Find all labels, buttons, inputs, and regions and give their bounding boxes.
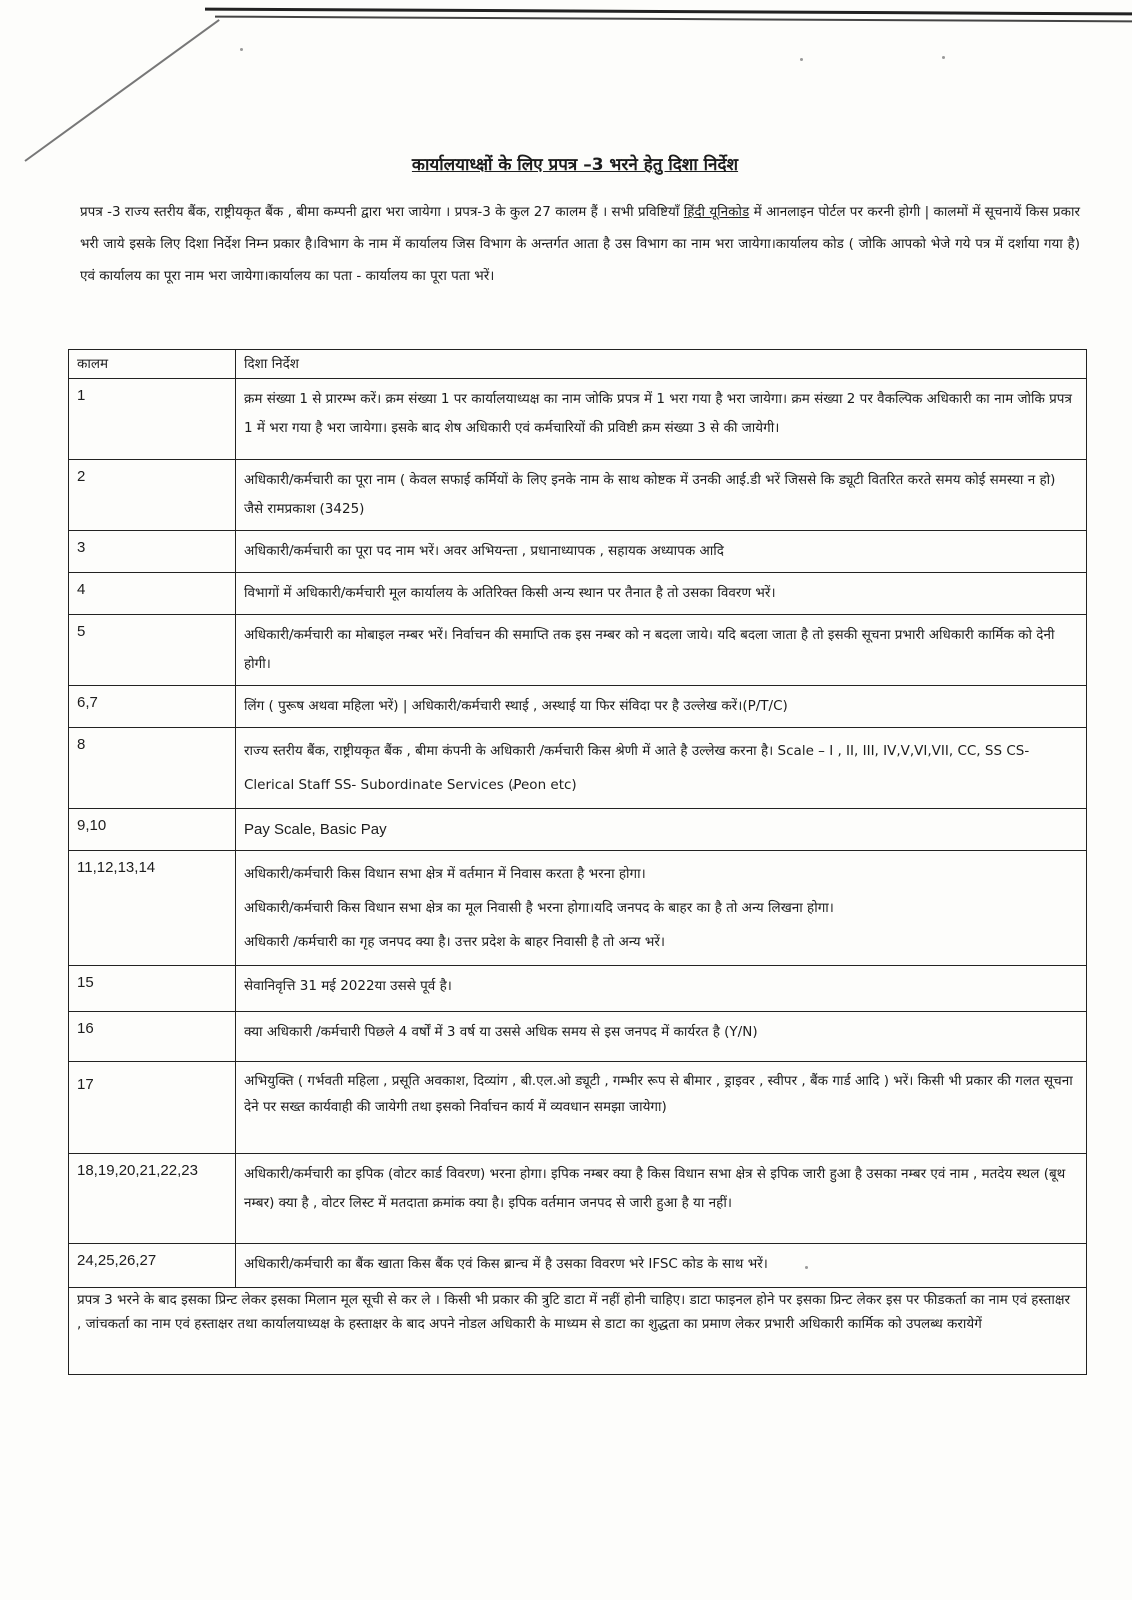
table-row <box>69 531 1087 573</box>
page-title: कार्यालयाध्क्षों के लिए प्रपत्र –3 भरने हेतु दिशा निर्देश <box>411 155 739 175</box>
guideline-text: लिंग ( पुरूष अथवा महिला भरें) | अधिकारी/कर्मचारी स्थाई , अस्थाई या फिर संविदा पर है उल्लेख करें।(P/T/C) <box>236 686 1087 728</box>
header-guideline: दिशा निर्देश <box>236 350 1087 379</box>
table-header-row <box>69 350 1087 379</box>
column-number: 17 <box>69 1062 236 1154</box>
table-row <box>69 573 1087 615</box>
column-number: 15 <box>69 966 236 1012</box>
column-number: 24,25,26,27 <box>69 1244 236 1288</box>
table-row <box>69 615 1087 686</box>
column-number: 9,10 <box>69 809 236 851</box>
table-row <box>69 1012 1087 1062</box>
guideline-line: अधिकारी/कर्मचारी किस विधान सभा क्षेत्र में वर्तमान में निवास करता है भरना होगा। <box>244 866 646 882</box>
column-number: 2 <box>69 460 236 531</box>
guideline-text: अभियुक्ति ( गर्भवती महिला , प्रसूति अवकाश, दिव्यांग , बी.एल.ओ ड्यूटी , गम्भीर रूप से बीमार , ड्राइवर , स्वीपर , बैंक गार्ड आदि ) भरें। किसी भी प्रकार की गलत सूचना देने पर सख्त कार्यवाही की जायेगी तथा इसको निर्वाचन कार्य में व्यवधान समझा जायेगा) <box>236 1062 1087 1154</box>
header-column: कालम <box>69 350 236 379</box>
guideline-text: अधिकारी/कर्मचारी का मोबाइल नम्बर भरें। निर्वाचन की समाप्ति तक इस नम्बर को न बदला जाये। यदि बदला जाता है तो इसकी सूचना प्रभारी अधिकारी कार्मिक को देनी होगी। <box>236 615 1087 686</box>
table-row <box>69 1062 1087 1154</box>
guideline-text: अधिकारी/कर्मचारी का बैंक खाता किस बैंक एवं किस ब्रान्च में है उसका विवरण भरे IFSC कोड के साथ भरें। <box>236 1244 1087 1288</box>
guideline-line: अधिकारी/कर्मचारी किस विधान सभा क्षेत्र का मूल निवासी है भरना होगा।यदि जनपद के बाहर का है तो अन्य लिखना होगा। <box>244 900 834 916</box>
column-number: 1 <box>69 379 236 460</box>
guideline-line: अधिकारी /कर्मचारी का गृह जनपद क्या है। उत्तर प्रदेश के बाहर निवासी है तो अन्य भरें। <box>244 934 666 950</box>
scan-edge-line <box>205 8 1132 16</box>
table-row <box>69 1154 1087 1244</box>
column-number: 18,19,20,21,22,23 <box>69 1154 236 1244</box>
column-number: 16 <box>69 1012 236 1062</box>
guideline-text: सेवानिवृत्ति 31 मई 2022या उससे पूर्व है। <box>236 966 1087 1012</box>
guideline-text: क्रम संख्या 1 से प्रारम्भ करें। क्रम संख्या 1 पर कार्यालयाध्यक्ष का नाम जोकि प्रपत्र में 1 भरा गया है भरा जायेगा। क्रम संख्या 2 पर वैकल्पिक अधिकारी का नाम जोकि प्रपत्र 1 में भरा गया है भरा जायेगा। इसके बाद शेष अधिकारी एवं कर्मचारियों की प्रविष्टी क्रम संख्या 3 से की जायेगी। <box>236 379 1087 460</box>
column-number: 11,12,13,14 <box>69 851 236 966</box>
table-row <box>69 809 1087 851</box>
intro-paragraph <box>80 196 1080 292</box>
guidelines-table <box>68 349 1087 1288</box>
footer-note: प्रपत्र 3 भरने के बाद इसका प्रिन्ट लेकर इसका मिलान मूल सूची से कर ले । किसी भी प्रकार की त्रुटि डाटा में नहीं होनी चाहिए। डाटा फाइनल होने पर इसका प्रिन्ट लेकर इस पर फीडकर्ता का नाम एवं हस्ताक्षर , जांचकर्ता का नाम एवं हस्ताक्षर तथा कार्यालयाध्यक्ष के हस्ताक्षर के बाद अपने नोडल अधिकारी के माध्यम से डाटा का शुद्धता का प्रमाण लेकर प्रभारी अधिकारी कार्मिक को उपलब्ध करायेगें <box>68 1252 1087 1375</box>
guideline-text: अधिकारी/कर्मचारी का पूरा पद नाम भरें। अवर अभियन्ता , प्रधानाध्यापक , सहायक अध्यापक आदि <box>236 531 1087 573</box>
scan-fold-line <box>24 19 219 162</box>
scan-speck <box>942 56 945 59</box>
scan-speck <box>800 58 803 61</box>
table-row <box>69 686 1087 728</box>
guideline-text: क्या अधिकारी /कर्मचारी पिछले 4 वर्षों में 3 वर्ष या उससे अधिक समय से इस जनपद में कार्यरत है (Y/N) <box>236 1012 1087 1062</box>
column-number: 3 <box>69 531 236 573</box>
guideline-text: अधिकारी/कर्मचारी का पूरा नाम ( केवल सफाई कर्मियों के लिए इनके नाम के साथ कोष्टक में उनकी आई.डी भरें जिससे कि ड्यूटी वितरित करते समय कोई समस्या न हो) जैसे रामप्रकाश (3425) <box>236 460 1087 531</box>
column-number: 8 <box>69 728 236 809</box>
table-row <box>69 966 1087 1012</box>
guideline-text-group <box>236 851 1087 966</box>
table-row <box>69 728 1087 809</box>
table-row <box>69 379 1087 460</box>
table-row <box>69 851 1087 966</box>
scan-edge-line <box>215 16 1132 23</box>
intro-text-1: प्रपत्र -3 राज्य स्तरीय बैंक, राष्ट्रीयकृत बैंक , बीमा कम्पनी द्वारा भरा जायेगा । प्रपत्र-3 के कुल 27 कालम हैं । सभी प्रविष्टियाँ <box>80 204 684 220</box>
column-number: 6,7 <box>69 686 236 728</box>
guideline-text: विभागों में अधिकारी/कर्मचारी मूल कार्यालय के अतिरिक्त किसी अन्य स्थान पर तैनात है तो उसका विवरण भरें। <box>236 573 1087 615</box>
guideline-text: अधिकारी/कर्मचारी का इपिक (वोटर कार्ड विवरण) भरना होगा। इपिक नम्बर क्या है किस विधान सभा क्षेत्र से इपिक जारी हुआ है उसका नम्बर एवं नाम , मतदेय स्थल (बूथ नम्बर) क्या है , वोटर लिस्ट में मतदाता क्रमांक क्या है। इपिक वर्तमान जनपद से जारी हुआ है या नहीं। <box>236 1154 1087 1244</box>
scan-speck <box>240 48 243 51</box>
intro-text-2: में आनलाइन पोर्टल पर करनी होगी | कालमों में सूचनायें किस प्रकार भरी जाये इसके लिए दिशा निर्देश निम्न प्रकार है।विभाग के नाम में कार्यालय जिस विभाग के अन्तर्गत आता है उस विभाग का नाम भरा जायेगा।कार्यालय कोड ( जोकि आपको भेजे गये पत्र में दर्शाया गया है) एवं कार्यालय का पूरा नाम भरा जायेगा।कार्यालय का पता - कार्यालय का पूरा पता भरें। <box>80 204 1080 284</box>
column-number: 4 <box>69 573 236 615</box>
guideline-text: राज्य स्तरीय बैंक, राष्ट्रीयकृत बैंक , बीमा कंपनी के अधिकारी /कर्मचारी किस श्रेणी में आते है उल्लेख करना है। Scale – I , II, III, IV,V,VI,VII, CC, SS CS- Clerical Staff SS- Subordinate Services (Peon etc) <box>236 728 1087 809</box>
table-row <box>69 460 1087 531</box>
intro-underlined-text: हिंदी यूनिकोड <box>683 204 750 220</box>
column-number: 5 <box>69 615 236 686</box>
guideline-text: Pay Scale, Basic Pay <box>236 809 1087 851</box>
